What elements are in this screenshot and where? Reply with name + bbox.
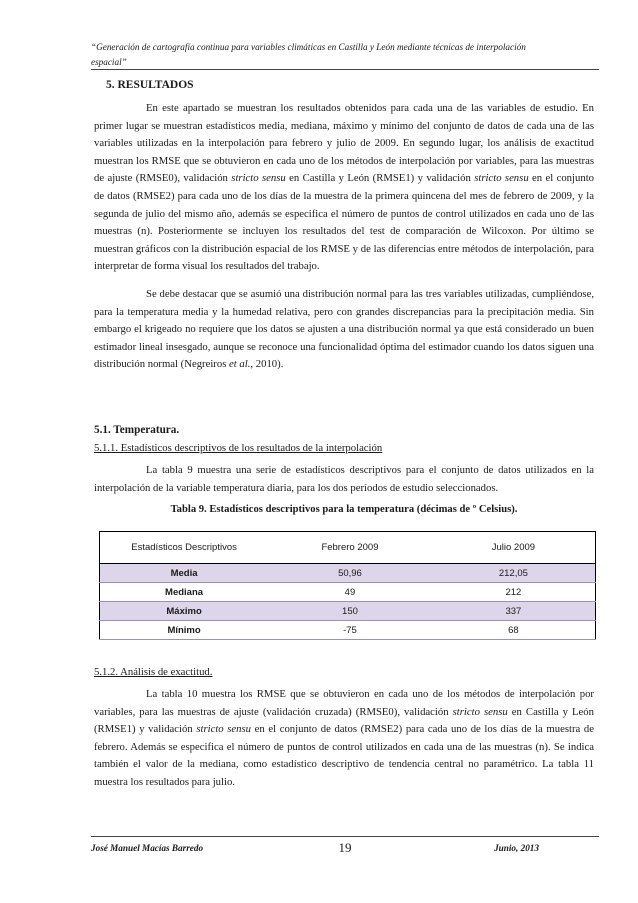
table-cell: Máximo — [100, 602, 269, 621]
table9-intro-paragraph: La tabla 9 muestra una serie de estadísticos descriptivos para el conjunto de datos utilizados en la interpolación de la variable temperatura diaria, para los dos períodos de estudio seleccionados. — [94, 464, 594, 494]
p1-italic-1: stricto sensu — [231, 172, 286, 185]
table-cell: 68 — [432, 621, 596, 640]
subsubsection-heading-exactitud: 5.1.2. Análisis de exactitud. — [94, 666, 213, 678]
p4-italic-1: stricto sensu — [452, 705, 508, 718]
table-cell: Mínimo — [100, 621, 269, 640]
subsection-heading-temperatura: 5.1. Temperatura. — [94, 424, 180, 436]
p2-italic: et al. — [229, 358, 251, 371]
table-cell: 212 — [432, 583, 596, 602]
footer-author: José Manuel Macías Barredo — [91, 843, 204, 853]
p4-italic-2: stricto sensu — [196, 723, 252, 736]
column-header: Febrero 2009 — [268, 532, 432, 564]
table-cell: 212,05 — [432, 564, 596, 583]
page-number: 19 — [338, 840, 352, 855]
column-header: Estadísticos Descriptivos — [100, 532, 269, 564]
table-row — [100, 564, 596, 583]
table-cell: 150 — [268, 602, 432, 621]
column-header: Julio 2009 — [432, 532, 596, 564]
table-cell: 49 — [268, 583, 432, 602]
running-header: “Generación de cartografía continua para variables climáticas en Castilla y León mediante técnicas de interpolación espacial” — [91, 42, 526, 67]
footer-date: Junio, 2013 — [494, 843, 539, 853]
accuracy-paragraph — [94, 686, 594, 792]
table-row — [100, 583, 596, 602]
table-cell: -75 — [268, 621, 432, 640]
table-cell: Media — [100, 564, 269, 583]
table-row — [100, 602, 596, 621]
normality-paragraph — [94, 286, 594, 374]
table-header-row — [100, 532, 596, 564]
results-intro-paragraph — [94, 100, 594, 276]
section-heading: 5. RESULTADOS — [106, 79, 194, 91]
p1-italic-2: stricto sensu — [474, 172, 529, 185]
p1-text-a: En este apartado se muestran los resultados obtenidos para cada una de las variables de estudio. En primer lugar se muestran estadísticos media, mediana, máximo y mínimo del conjunto de datos de cada una de las variables utilizadas en la interpolación para febrero y julio de 2009. En segundo lugar, los análisis de exactitud muestran los RMSE que se obtuvieron en cada uno de los métodos de interpolación por variables, para las muestras de ajuste (RMSE0), validación — [94, 102, 594, 185]
p1-text-c: en el conjunto de datos (RMSE2) para cada uno de los días de la muestra de la primera quincena del mes de febrero de 2009, y la segunda de julio del mismo año, además se especifica el número de puntos de control utilizados en cada uno de las muestras (n). Posteriormente se incluyen los resultados del test de comparación de Wilcoxon. Por último se muestran gráficos con la distribución espacial de los RMSE y de las diferencias entre métodos de interpolación, para interpretar de forma visual los resultados del trabajo. — [94, 172, 595, 273]
p2-text-a: Se debe destacar que se asumió una distribución normal para las tres variables utilizadas, cumpliéndose, para la temperatura media y la humedad relativa, pero con grandes discrepancias para la precipitación media. Sin embargo el krigeado no requiere que los datos se ajusten a una distribución normal ya que está considerado un buen estimador lineal insesgado, aunque se reconoce una funcionalidad óptima del estimador cuando los datos siguen una distribución normal (Negreiros — [94, 288, 594, 371]
table-caption: Tabla 9. Estadísticos descriptivos para la temperatura (décimas de º Celsius). — [170, 504, 518, 515]
p4-text-c: en el conjunto de datos (RMSE2) para cada uno de los días de la muestra de febrero. Además se especifica el número de puntos de control utilizados en cada una de las muestras (n). Se indica también el valor de la mediana, como estadístico descriptivo de tendencia central no paramétrico. La tabla 11 muestra los resultados para julio. — [94, 723, 594, 788]
table-cell: 337 — [432, 602, 596, 621]
p4-text-a: La tabla 10 muestra los RMSE que se obtuvieron en cada uno de los métodos de interpolación por variables, para las muestras de ajuste (validación cruzada) (RMSE0), validación — [94, 688, 594, 718]
table-row — [100, 621, 596, 640]
p4-text-b: en Castilla y León (RMSE1) y validación — [94, 705, 594, 736]
p1-text-b: en Castilla y León (RMSE1) y validación — [285, 172, 475, 185]
table-cell: 50,96 — [268, 564, 432, 583]
header-divider — [91, 69, 599, 70]
footer-divider — [91, 836, 599, 837]
subsubsection-heading-descriptivos: 5.1.1. Estadísticos descriptivos de los resultados de la interpolación — [94, 442, 383, 454]
p2-text-b: , 2010). — [250, 358, 284, 371]
table-cell: Mediana — [100, 583, 269, 602]
descriptive-stats-table — [99, 531, 596, 640]
